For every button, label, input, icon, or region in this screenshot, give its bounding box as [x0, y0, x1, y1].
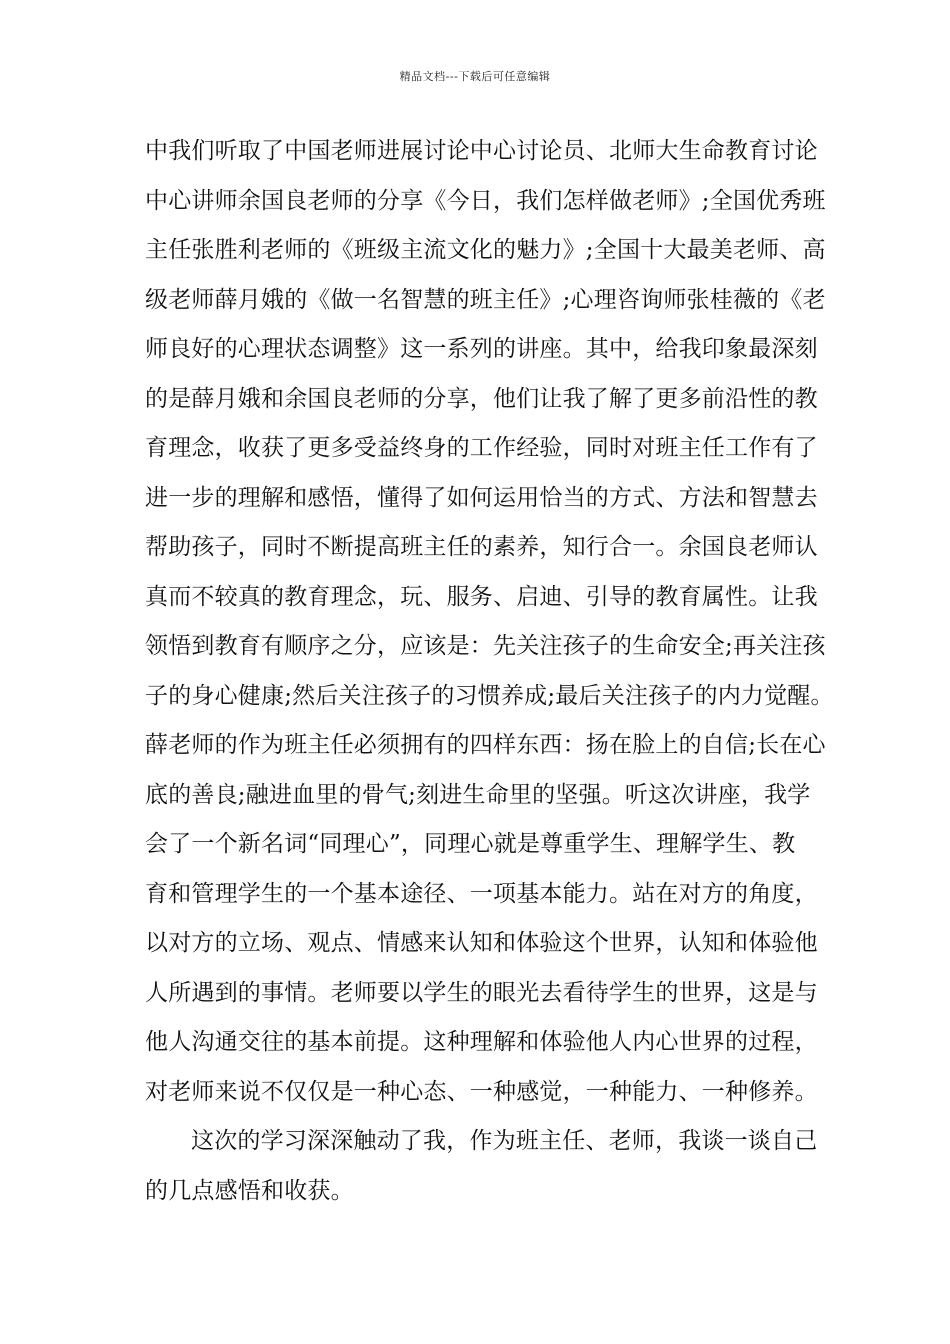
paragraph-line: 的几点感悟和收获。: [145, 1177, 354, 1204]
paragraph-line: 以对方的立场、观点、情感来认知和体验这个世界，认知和体验他: [145, 930, 818, 956]
paragraph-line: 进一步的理解和感悟，懂得了如何运用恰当的方式、方法和智慧去: [145, 484, 818, 511]
paragraph-line: 领悟到教育有顺序之分，应该是：先关注孩子的生命安全;再关注孩: [145, 633, 826, 659]
paragraph-line: 的是薛月娥和余国良老师的分享，他们让我了解了更多前沿性的教: [145, 385, 818, 412]
paragraph-line: 育理念，收获了更多受益终身的工作经验，同时对班主任工作有了: [145, 435, 818, 461]
paragraph-line: 他人沟通交往的基本前提。这种理解和体验他人内心世界的过程，: [145, 1029, 818, 1055]
paragraph-line: 子的身心健康;然后关注孩子的习惯养成;最后关注孩子的内力觉醒。: [145, 682, 834, 709]
paragraph-line: 对老师来说不仅仅是一种心态、一种感觉，一种能力、一种修养。: [145, 1078, 818, 1105]
paragraph-line: 师良好的心理状态调整》这一系列的讲座。其中，给我印象最深刻: [145, 336, 818, 362]
paragraph-line: 会了一个新名词“同理心”，同理心就是尊重学生、理解学生、教: [145, 831, 796, 857]
paragraph-line: 底的善良;融进血里的骨气;刻进生命里的坚强。听这次讲座，我学: [145, 781, 811, 808]
paragraph-line: 中心讲师余国良老师的分享《今日，我们怎样做老师》;全国优秀班: [145, 187, 826, 214]
paragraph-line: 育和管理学生的一个基本途径、一项基本能力。站在对方的角度，: [145, 880, 818, 907]
paragraph-line: 帮助孩子，同时不断提高班主任的素养，知行合一。余国良老师认: [145, 534, 818, 560]
paragraph-line: 真而不较真的教育理念，玩、服务、启迪、引导的教育属性。让我: [145, 583, 818, 610]
page-header: 精品文档---下载后可任意编辑: [399, 70, 551, 83]
paragraph-line: 中我们听取了中国老师进展讨论中心讨论员、北师大生命教育讨论: [145, 138, 818, 164]
paragraph-line: 级老师薛月娥的《做一名智慧的班主任》;心理咨询师张桂薇的《老: [145, 286, 826, 313]
paragraph-line: 人所遇到的事情。老师要以学生的眼光去看待学生的世界，这是与: [145, 979, 818, 1006]
paragraph-line: 薛老师的作为班主任必须拥有的四样东西：扬在脸上的自信;长在心: [145, 732, 826, 758]
paragraph-line-indented: 这次的学习深深触动了我，作为班主任、老师，我谈一谈自己: [191, 1128, 818, 1154]
document-body: [145, 127, 834, 1216]
paragraph-line: 主任张胜利老师的《班级主流文化的魅力》;全国十大最美老师、高: [145, 237, 826, 263]
